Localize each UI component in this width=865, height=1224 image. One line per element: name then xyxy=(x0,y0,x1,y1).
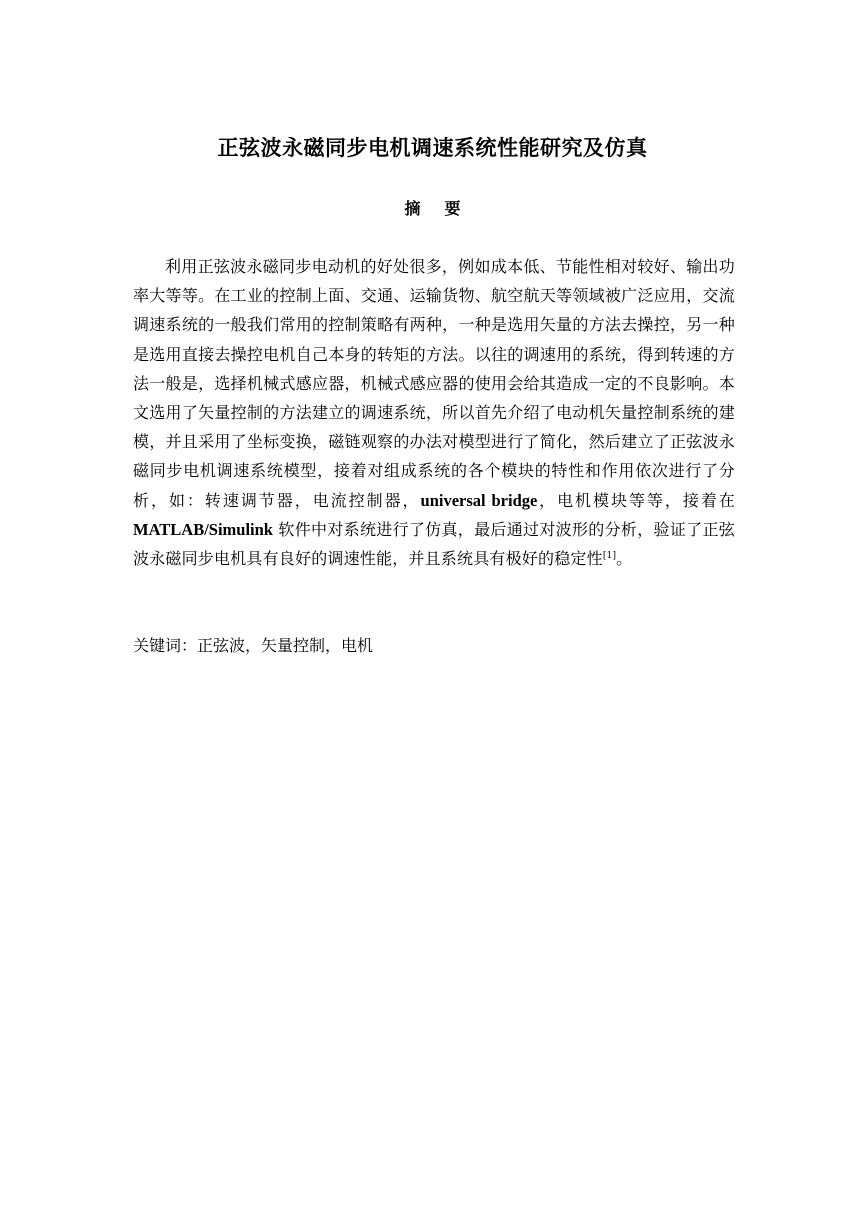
abstract-term-universal-bridge: universal bridge xyxy=(420,490,538,510)
keywords-list: 正弦波，矢量控制，电机 xyxy=(197,636,374,655)
abstract-heading-char-2: 要 xyxy=(444,199,461,218)
abstract-text-end: 。 xyxy=(616,549,633,569)
document-title: 正弦波永磁同步电机调速系统性能研究及仿真 xyxy=(217,135,648,160)
abstract-term-matlab-simulink: MATLAB/Simulink xyxy=(133,519,273,539)
abstract-heading xyxy=(0,197,865,221)
abstract-paragraph xyxy=(133,252,735,573)
keywords-line xyxy=(133,632,735,660)
citation-reference: [1] xyxy=(602,551,617,562)
abstract-text-part-2: ，电机模块等等，接着在 xyxy=(537,490,736,510)
abstract-heading-char-1: 摘 xyxy=(404,199,421,218)
abstract-text-part-1: 利用正弦波永磁同步电动机的好处很多，例如成本低、节能性相对较好、输出功率大等等。在工业的控制上面、交通、运输货物、航空航天等领域被广泛应用，交流调速系统的一般我们常用的控制策略有两种，一种是选用矢量的方法去操控，另一种是选用直接去操控电机自己本身的转矩的方法。以往的调速用的系统，得到转速的方法一般是，选择机械式感应器，机械式感应器的使用会给其造成一定的不良影响。本文选用了矢量控制的方法建立的调速系统，所以首先介绍了电动机矢量控制系统的建模，并且采用了坐标变换，磁链观察的办法对模型进行了简化，然后建立了正弦波永磁同步电机调速系统模型，接着对组成系统的各个模块的特性和作用依次进行了分析，如：转速调节器，电流控制器， xyxy=(133,257,735,510)
keywords-label: 关键词： xyxy=(133,636,198,655)
abstract-text-part-3: 软件中对系统进行了仿真，最后通过对波形的分析，验证了正弦波永磁同步电机具有良好的调速性能，并且系统具有极好的稳定性 xyxy=(133,519,735,569)
